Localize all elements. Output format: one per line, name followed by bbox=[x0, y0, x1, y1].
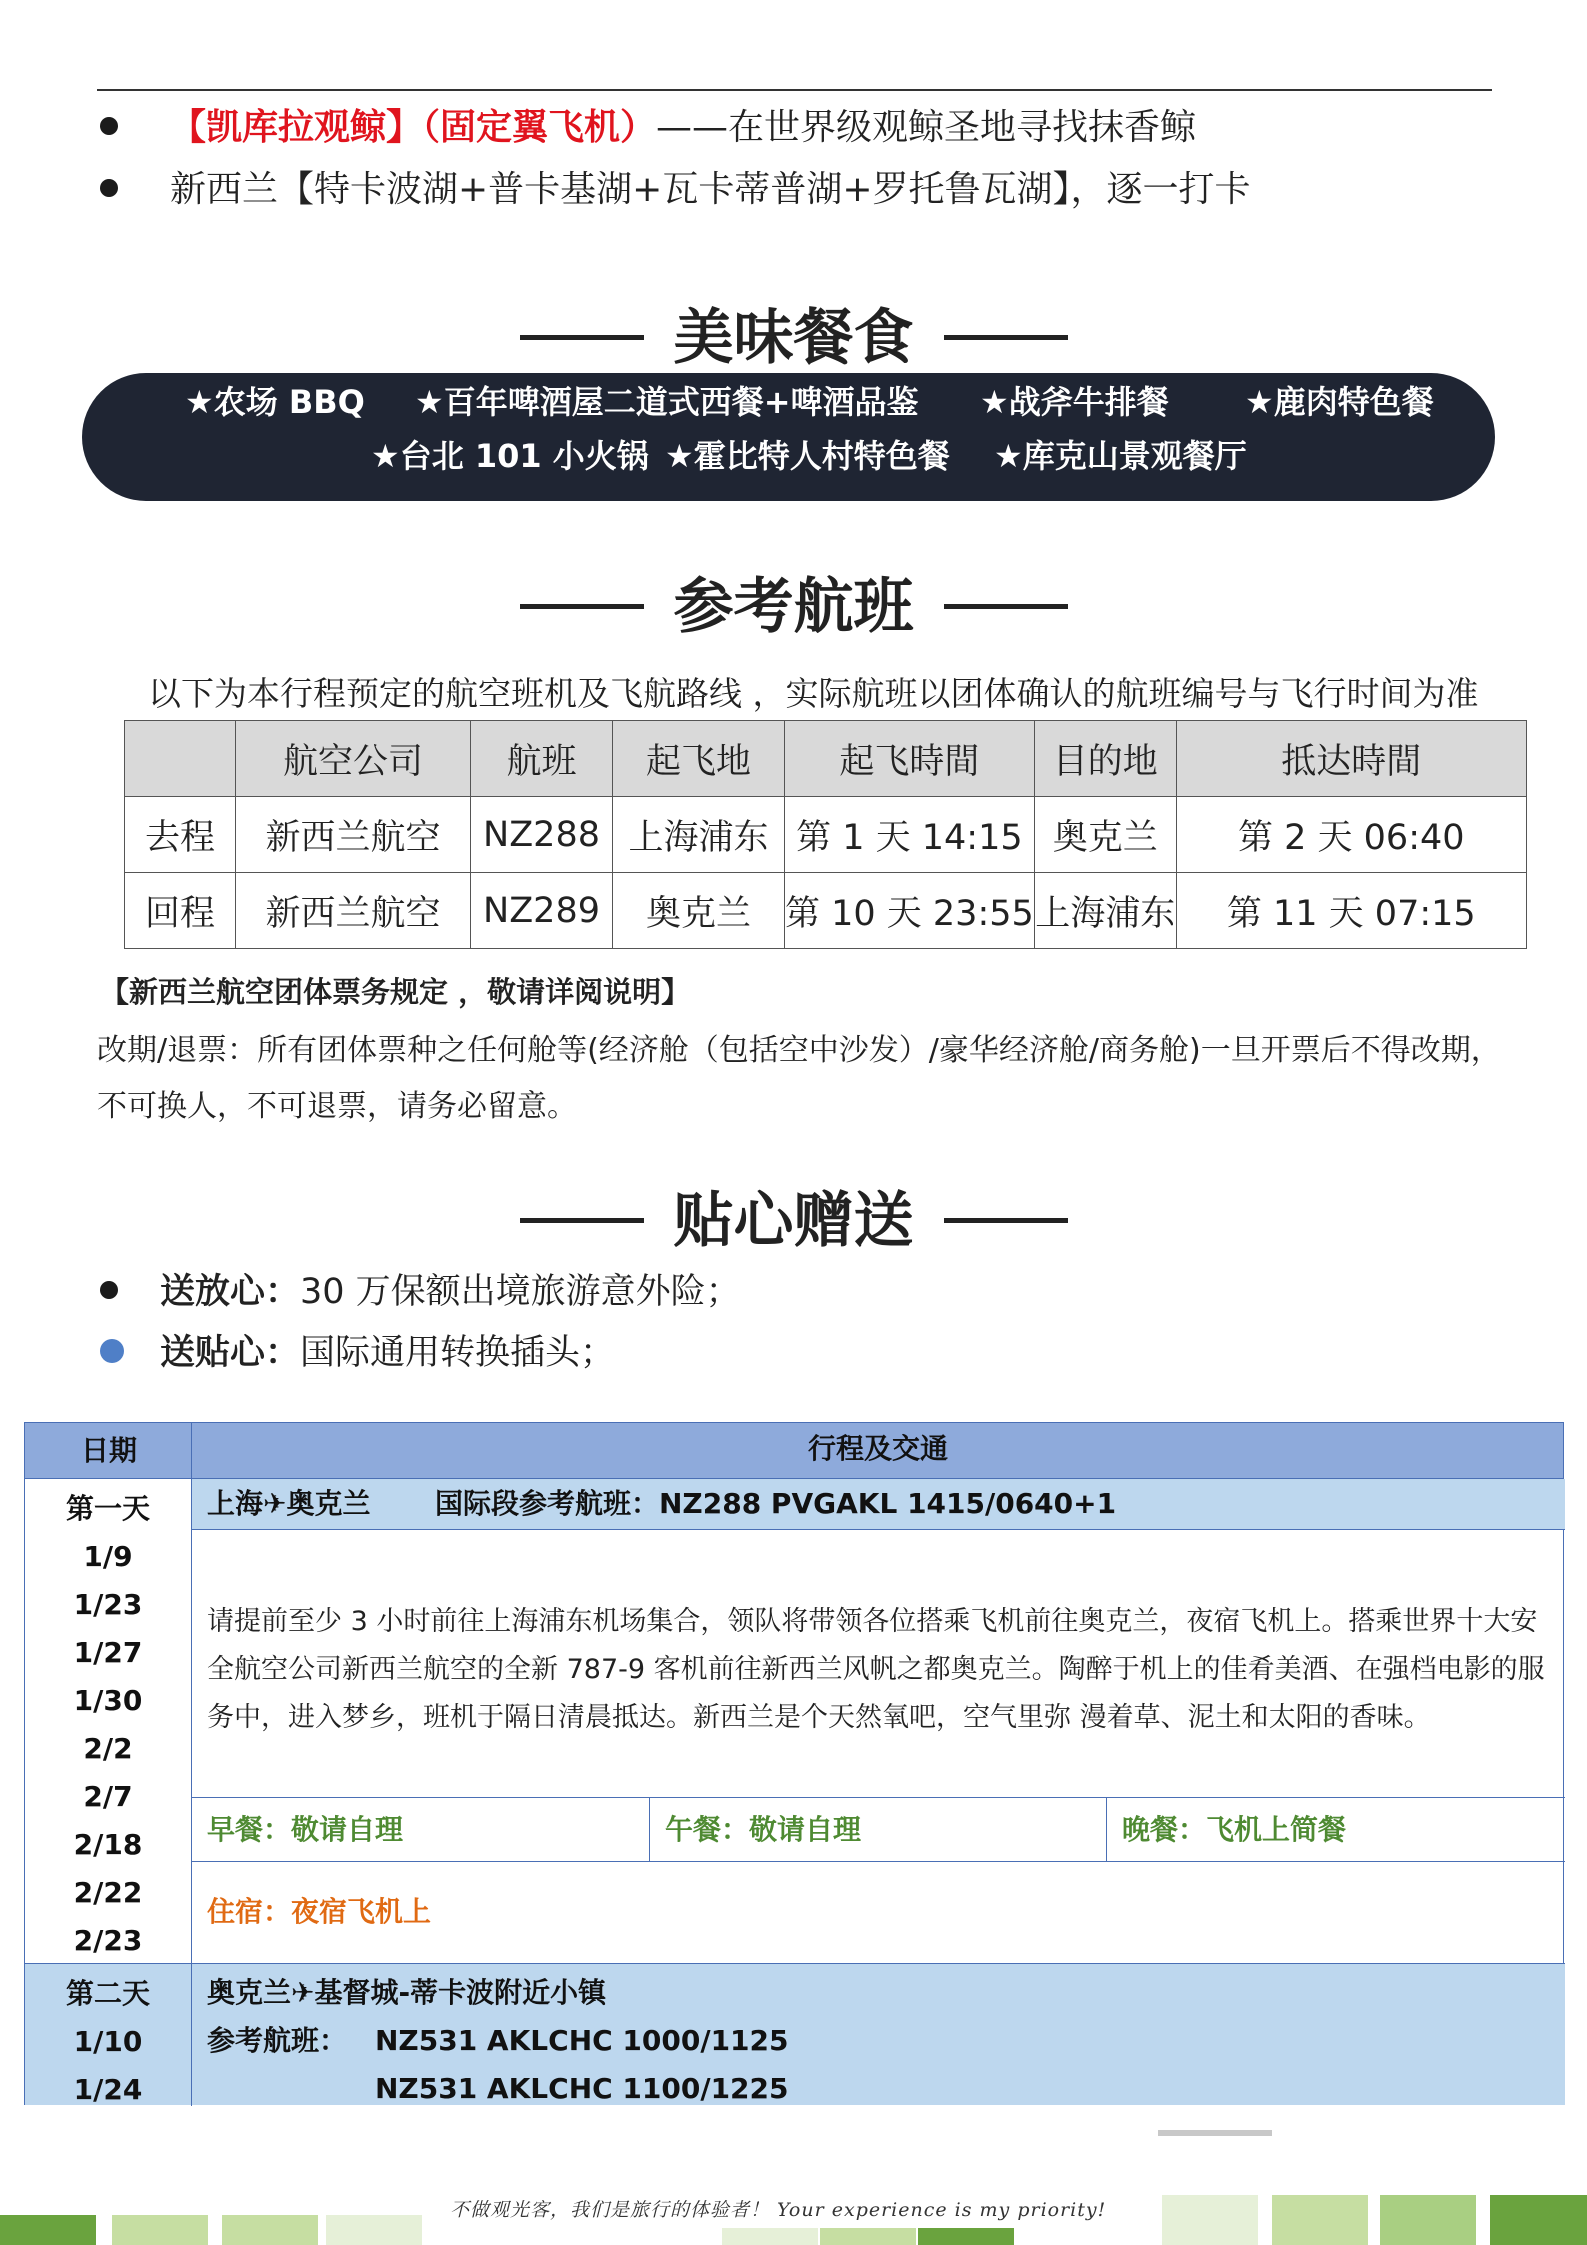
day2-route: 奥克兰✈基督城-蒂卡波附近小镇 bbox=[207, 1976, 607, 2009]
day1-hotel: 住宿：夜宿飞机上 bbox=[207, 1895, 432, 1928]
table-cell: 第 11 天 07:15 bbox=[1176, 873, 1526, 949]
table-cell: 第 10 天 23:55 bbox=[785, 873, 1035, 949]
flights-section-title bbox=[0, 569, 1587, 645]
table-cell: 第 1 天 14:15 bbox=[785, 797, 1035, 873]
flights-intro: 以下为本行程预定的航空班机及飞航路线 ，实际航班以团体确认的航班编号与飞行时间为准 bbox=[148, 674, 1479, 713]
gifts-section-title bbox=[0, 1183, 1587, 1259]
divider bbox=[191, 1797, 1565, 1798]
table-header-cell: 起飞地 bbox=[613, 721, 785, 797]
table-cell: 上海浦东 bbox=[1034, 873, 1176, 949]
day-label: 第二天 bbox=[65, 1977, 150, 2010]
ticket-rule-line-2: 不可换人，不可退票，请务必留意。 bbox=[97, 1089, 577, 1124]
day1-description: 请提前至少 3 小时前往上海浦东机场集合，领队将带领各位搭乘飞机前往奥克兰，夜宿飞机上。搭乘世界十大安全航空公司新西兰航空的全新 787-9 客机前往新西兰风帆之都奥克兰。陶醉于机上的佳肴美酒、在强档电影的服务中，进入梦乡，班机于隔日清晨抵达。新西兰是个天然氧吧，空气里弥 漫着草、泥土和太阳的香味。 bbox=[207, 1606, 1545, 1733]
footer-decor-block bbox=[1490, 2195, 1587, 2245]
day1-dates bbox=[25, 1485, 191, 1965]
date-item: 1/10 bbox=[73, 2025, 143, 2058]
footer-slogan: 不做观光客，我们是旅行的体验者！ Your experience is my priority! bbox=[450, 2199, 1107, 2221]
food-item: ★库克山景观餐厅 bbox=[994, 437, 1247, 475]
gifts-title-text: 贴心赠送 bbox=[673, 1186, 914, 1256]
table-cell: 去程 bbox=[125, 797, 236, 873]
table-cell: 新西兰航空 bbox=[236, 797, 471, 873]
date-item: 1/9 bbox=[83, 1540, 133, 1573]
date-item: 2/22 bbox=[73, 1876, 143, 1909]
footer-decor-block bbox=[722, 2228, 818, 2245]
date-item: 1/30 bbox=[73, 1684, 143, 1717]
table-row bbox=[125, 797, 1527, 873]
divider bbox=[191, 1529, 1565, 1530]
divider bbox=[1106, 1797, 1107, 1861]
bullet-icon bbox=[100, 1281, 118, 1299]
ticket-rule-title: 【新西兰航空团体票务规定 ，敬请详阅说明】 bbox=[100, 975, 691, 1009]
highlight-2 bbox=[100, 168, 1251, 212]
highlight-2-text: 新西兰【特卡波湖+普卡基湖+瓦卡蒂普湖+罗托鲁瓦湖】，逐一打卡 bbox=[170, 169, 1251, 210]
footer-decor-block bbox=[1380, 2195, 1476, 2245]
table-cell: 上海浦东 bbox=[613, 797, 785, 873]
food-item: ★霍比特人村特色餐 bbox=[665, 437, 950, 475]
title-dash-left bbox=[520, 335, 644, 340]
title-dash-left bbox=[520, 604, 644, 609]
table-cell: 回程 bbox=[125, 873, 236, 949]
date-item: 2/2 bbox=[83, 1732, 133, 1765]
table-cell: 奥克兰 bbox=[613, 873, 785, 949]
divider bbox=[649, 1797, 650, 1861]
gift-item bbox=[100, 1331, 615, 1375]
day2-flight-label: 参考航班： bbox=[207, 2024, 348, 2057]
food-item: ★台北 101 小火锅 bbox=[371, 437, 649, 475]
food-item: ★百年啤酒屋二道式西餐+啤酒品鉴 bbox=[415, 383, 919, 421]
itinerary-main-header: 行程及交通 bbox=[808, 1432, 949, 1465]
itinerary-date-header: 日期 bbox=[81, 1434, 138, 1467]
footer-divider bbox=[1158, 2130, 1272, 2136]
date-item: 2/7 bbox=[83, 1780, 133, 1813]
highlight-1-text: ——在世界级观鲸圣地寻找抹香鲸 bbox=[656, 107, 1197, 148]
table-header-cell: 航班 bbox=[471, 721, 613, 797]
day2-flight-2: NZ531 AKLCHC 1100/1225 bbox=[375, 2072, 789, 2105]
food-banner bbox=[82, 373, 1495, 501]
date-item: 1/24 bbox=[73, 2073, 143, 2106]
flights-table bbox=[124, 720, 1527, 949]
title-dash-right bbox=[944, 335, 1068, 340]
table-header-cell bbox=[125, 721, 236, 797]
gift-text: 国际通用转换插头； bbox=[300, 1333, 616, 1373]
title-dash-left bbox=[520, 1218, 644, 1223]
divider bbox=[25, 1963, 1565, 1964]
footer-decor-block bbox=[918, 2228, 1014, 2245]
gift-item bbox=[100, 1270, 741, 1314]
title-dash-right bbox=[944, 1218, 1068, 1223]
footer-decor-block bbox=[1272, 2195, 1368, 2245]
table-row bbox=[125, 873, 1527, 949]
date-item: 2/23 bbox=[73, 1924, 143, 1957]
table-cell: 第 2 天 06:40 bbox=[1176, 797, 1526, 873]
top-rule bbox=[97, 89, 1492, 91]
ticket-rule-line-1: 改期/退票：所有团体票种之任何舱等(经济舱（包括空中沙发）/豪华经济舱/商务舱)一旦开票后不得改期， bbox=[97, 1033, 1501, 1068]
food-section-title bbox=[0, 300, 1587, 376]
day1-route: 上海✈奥克兰 bbox=[207, 1487, 371, 1520]
day2-flight-1: NZ531 AKLCHC 1000/1125 bbox=[375, 2024, 789, 2057]
table-header-cell: 起飞時間 bbox=[785, 721, 1035, 797]
table-header-cell: 目的地 bbox=[1034, 721, 1176, 797]
table-cell: NZ288 bbox=[471, 797, 613, 873]
itinerary-table bbox=[24, 1422, 1564, 2105]
day1-lunch: 午餐：敬请自理 bbox=[665, 1813, 862, 1846]
date-item: 2/18 bbox=[73, 1828, 143, 1861]
table-cell: 奥克兰 bbox=[1034, 797, 1176, 873]
table-cell: NZ289 bbox=[471, 873, 613, 949]
table-header-cell: 航空公司 bbox=[236, 721, 471, 797]
date-item: 1/27 bbox=[73, 1636, 143, 1669]
gift-text: 30 万保额出境旅游意外险； bbox=[300, 1272, 741, 1312]
food-item: ★鹿肉特色餐 bbox=[1245, 383, 1434, 421]
bullet-icon bbox=[100, 117, 118, 135]
bullet-icon bbox=[100, 1339, 124, 1363]
day1-dinner: 晚餐：飞机上简餐 bbox=[1122, 1813, 1347, 1846]
table-header-cell: 抵达時間 bbox=[1176, 721, 1526, 797]
day1-flight: 国际段参考航班：NZ288 PVGAKL 1415/0640+1 bbox=[435, 1487, 1117, 1520]
bullet-icon bbox=[100, 179, 118, 197]
date-item: 1/23 bbox=[73, 1588, 143, 1621]
food-title-text: 美味餐食 bbox=[673, 303, 914, 373]
flights-title-text: 参考航班 bbox=[673, 572, 914, 642]
flights-table-header bbox=[125, 721, 1527, 797]
day-label: 第一天 bbox=[65, 1492, 150, 1525]
footer-decor-block bbox=[820, 2228, 916, 2245]
highlight-1-red: 【凯库拉观鲸】（固定翼飞机） bbox=[170, 107, 657, 148]
itinerary-header bbox=[25, 1423, 1563, 1479]
footer-decor-block bbox=[0, 2215, 96, 2245]
footer-decor-block bbox=[112, 2215, 208, 2245]
footer-decor-block bbox=[1162, 2195, 1258, 2245]
day2-dates bbox=[25, 1970, 191, 2114]
food-item: ★农场 BBQ bbox=[185, 383, 365, 421]
table-cell: 新西兰航空 bbox=[236, 873, 471, 949]
highlight-1 bbox=[100, 106, 1196, 150]
gift-label: 送放心： bbox=[160, 1272, 301, 1312]
footer-decor-block bbox=[222, 2215, 318, 2245]
day1-breakfast: 早餐：敬请自理 bbox=[207, 1813, 404, 1846]
food-item: ★战斧牛排餐 bbox=[980, 383, 1169, 421]
footer-decor-block bbox=[326, 2215, 422, 2245]
title-dash-right bbox=[944, 604, 1068, 609]
gift-label: 送贴心： bbox=[160, 1333, 301, 1373]
divider bbox=[191, 1423, 192, 2106]
divider bbox=[191, 1861, 1565, 1862]
